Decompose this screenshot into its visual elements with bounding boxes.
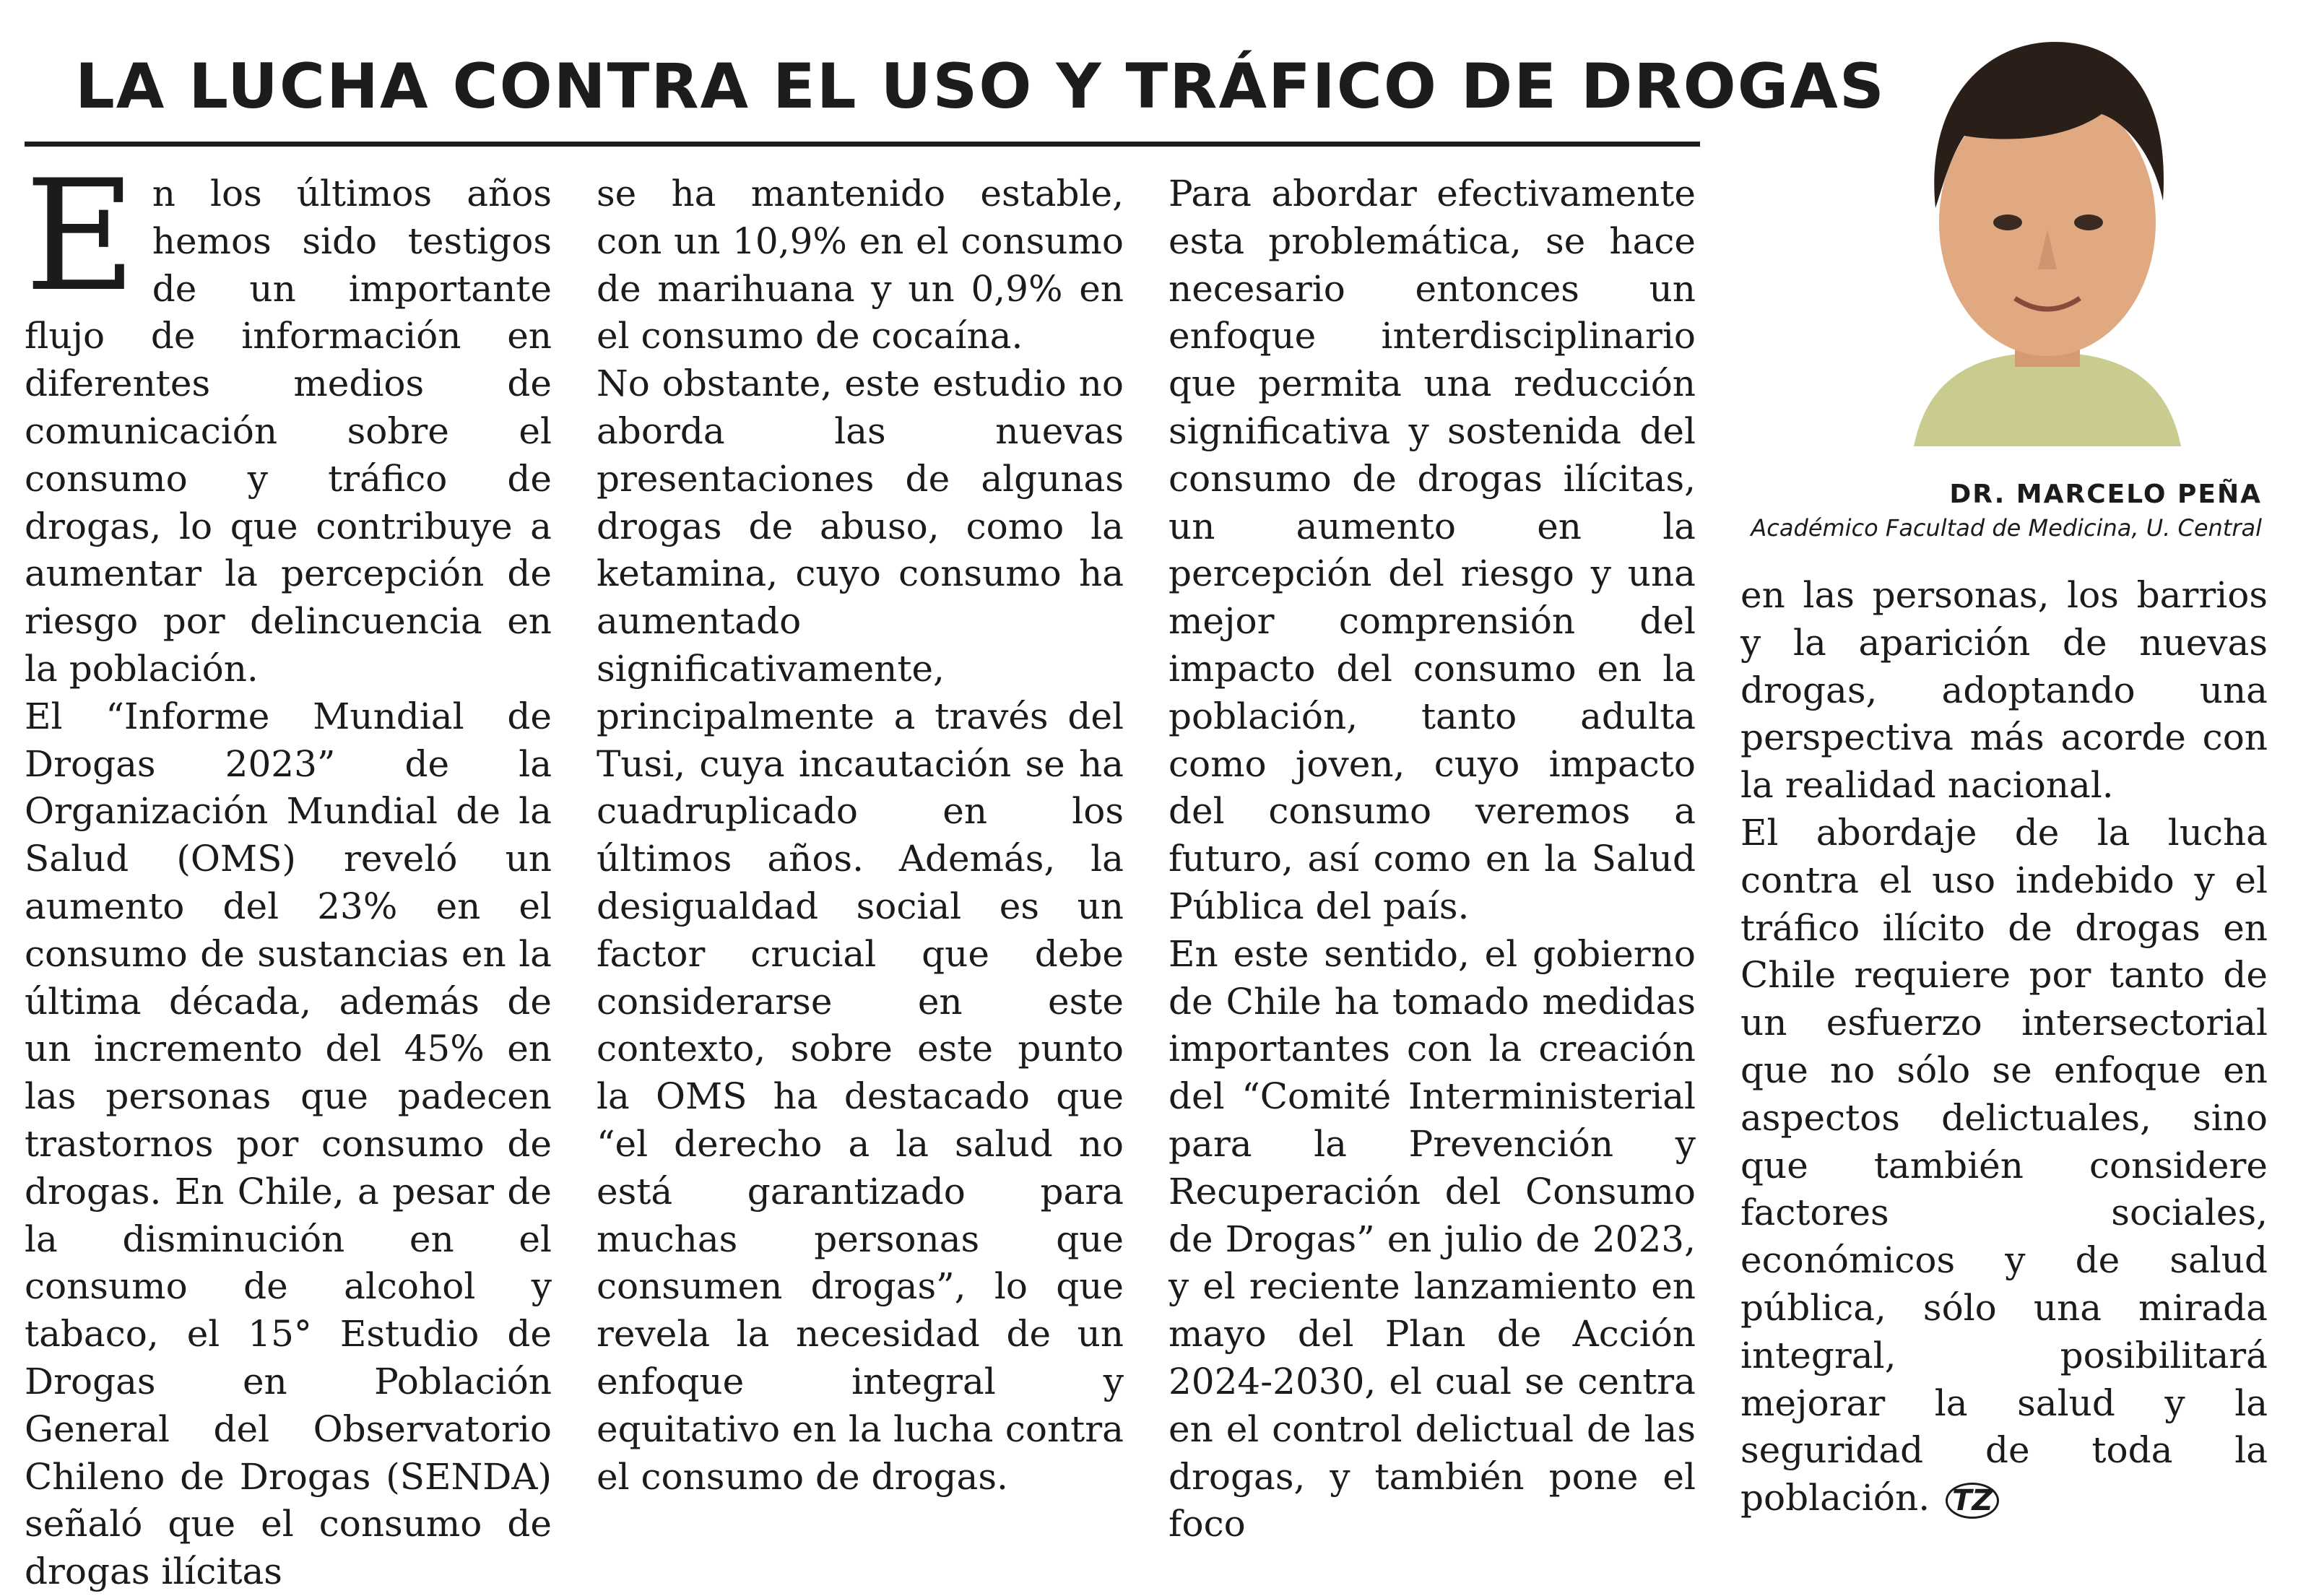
author-left-eye — [1993, 214, 2022, 230]
drop-cap: E — [25, 147, 136, 325]
paragraph-8 — [1740, 810, 2268, 1522]
author-role: Académico Facultad de Medicina, U. Central — [1751, 514, 2262, 542]
headline: LA LUCHA CONTRA EL USO Y TRÁFICO DE DROGAS — [75, 51, 1886, 123]
author-name: DR. MARCELO PEÑA — [1949, 480, 2262, 509]
paragraph-4: No obstante, este estudio no aborda las nuevas presentaciones de algunas drogas de abuso, como la ketamina, cuyo consumo ha aumentado significativamente, principalmente a través del Tusi, cuya incautación se ha cuadruplicado en los últimos años. Además, la desigualdad social es un factor crucial que debe considerarse en este contexto, sobre este punto la OMS ha destacado que “el derecho a la salud no está garantizado para muchas personas que consumen drogas”, lo que revela la necesidad de un enfoque integral y equitativo en la lucha contra el consumo de drogas. — [597, 363, 1124, 1498]
column-2 — [597, 170, 1124, 1501]
paragraph-6: En este sentido, el gobierno de Chile ha tomado medidas importantes con la creación del “Comité Interministerial para la Prevención y Recuperación del Consumo de Drogas” en julio de 2023, y el reciente lanzamiento en mayo del Plan de Acción 2024-2030, el cual se centra en el control delictual de las drogas, y también pone el foco — [1168, 932, 1696, 1545]
end-mark-logo: TZ — [1946, 1483, 1999, 1519]
column-3 — [1168, 170, 1696, 1548]
paragraph-2: El “Informe Mundial de Drogas 2023” de la Organización Mundial de la Salud (OMS) reveló un aumento del 23% en el consumo de sustancias en la última década, además de un incremento del 45% en las personas que padecen trastornos por consumo de drogas. En Chile, a pesar de la disminución en el consumo de alcohol y tabaco, el 15° Estudio de Drogas en Población General del Observatorio Chileno de Drogas (SENDA) señaló que el consumo de drogas ilícitas — [25, 695, 552, 1593]
paragraph-1 — [25, 147, 552, 693]
paragraph-5: Para abordar efectivamente esta problemática, se hace necesario entonces un enfoque interdisciplinario que permita una reducción significativa y sostenida del consumo de drogas ilícitas, un aumento en la percepción del riesgo y una mejor comprensión del impacto del consumo en la población, tanto adulta como joven, cuyo impacto del consumo veremos a futuro, así como en la Salud Pública del país. — [1168, 173, 1696, 927]
paragraph-3: se ha mantenido estable, con un 10,9% en el consumo de marihuana y un 0,9% en el consumo de cocaína. — [597, 173, 1124, 357]
headline-rule — [25, 142, 1700, 147]
paragraph-1-text: n los últimos años hemos sido testigos de un importante flujo de información en diferentes medios de comunicación sobre el consumo y tráfico de drogas, lo que contribuye a aumentar la percepción de riesgo por delincuencia en la población. — [25, 173, 552, 690]
author-right-eye — [2074, 214, 2103, 230]
author-portrait — [1885, 13, 2210, 446]
column-4 — [1740, 572, 2268, 1522]
paragraph-7: en las personas, los barrios y la aparición de nuevas drogas, adoptando una perspectiva más acorde con la realidad nacional. — [1740, 574, 2268, 807]
paragraph-8-text: El abordaje de la lucha contra el uso indebido y el tráfico ilícito de drogas en Chile requiere por tanto de un esfuerzo intersectorial que no sólo se enfoque en aspectos delictuales, sino que también considere factores sociales, económicos y de salud pública, sólo una mirada integral, posibilitará mejorar la salud y la seguridad de toda la población. — [1740, 811, 2268, 1519]
column-1 — [25, 147, 552, 1596]
